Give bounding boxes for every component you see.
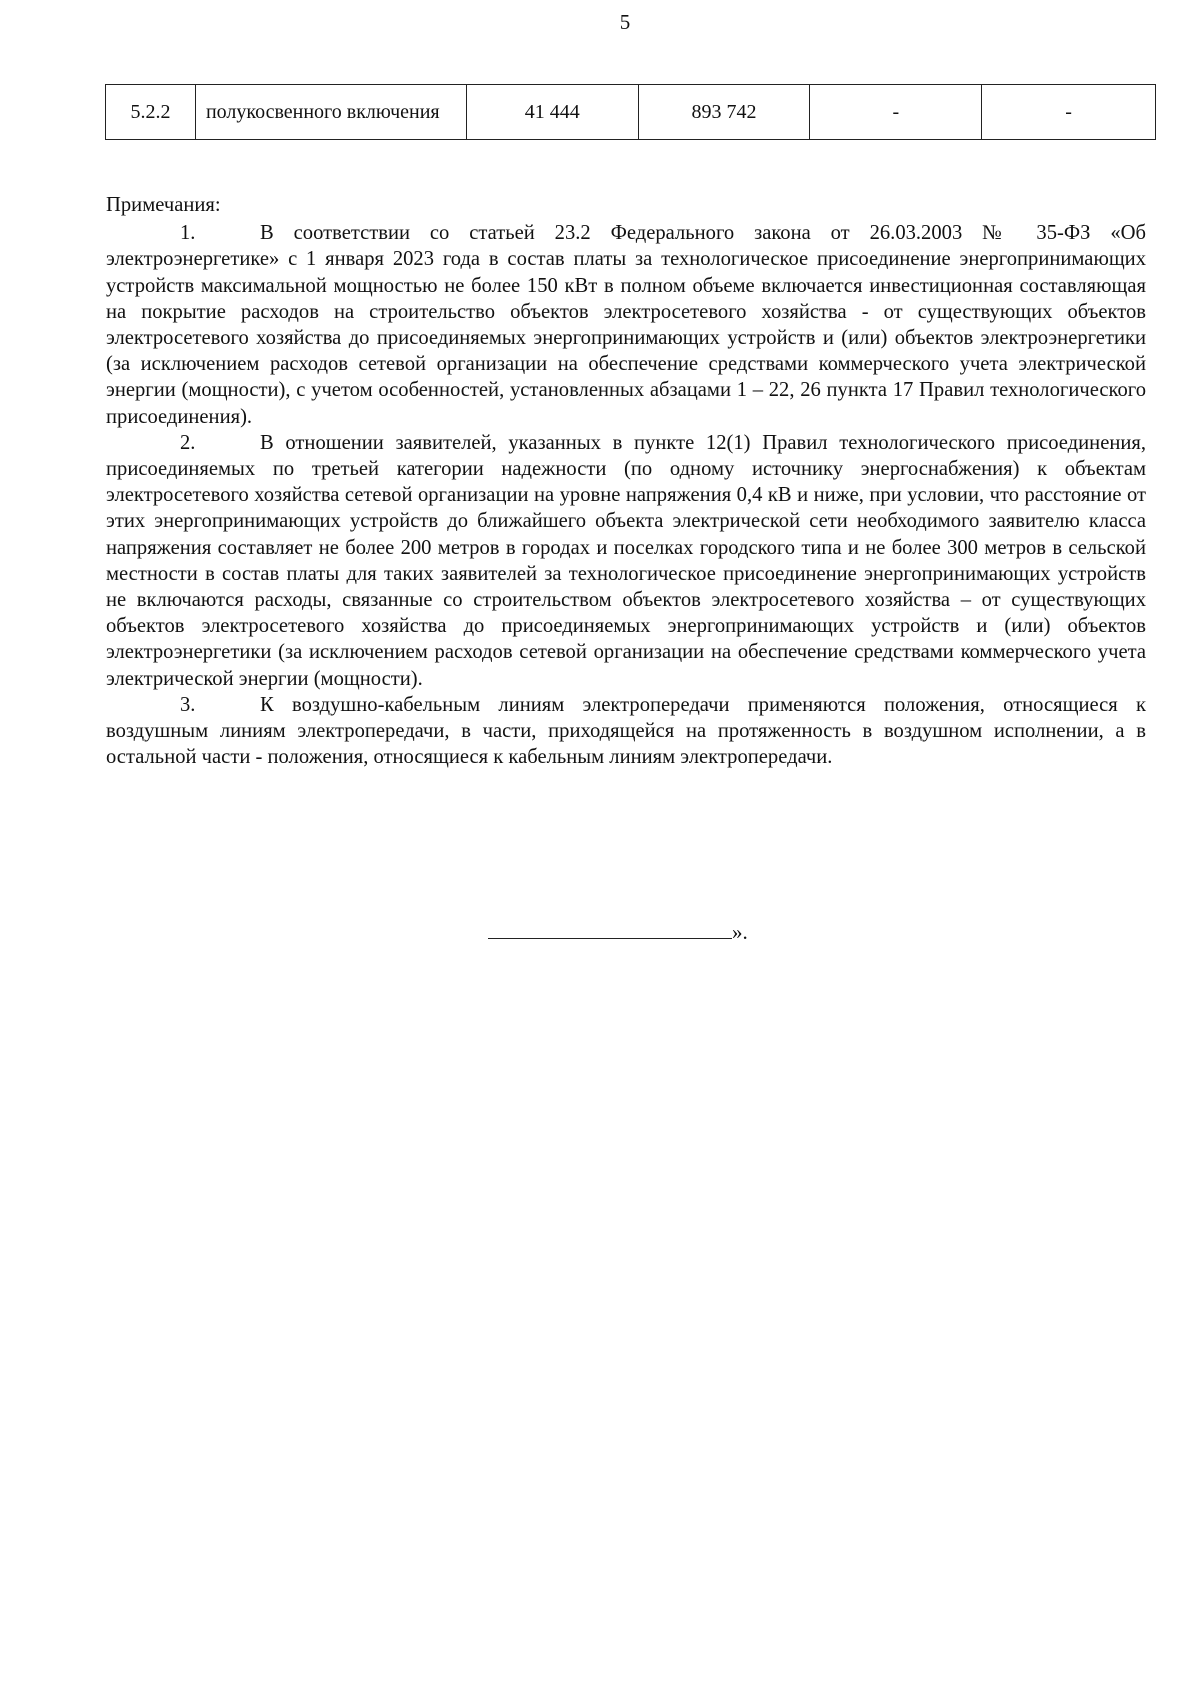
note-text: В соответствии со статьей 23.2 Федерального закона от 26.03.2003 № 35-ФЗ «Об электроэнергетике» с 1 января 2023 года в состав платы за технологическое присоединение энергопринимающих устройств максимальной мощностью не более 150 кВт в полном объеме включается инвестиционная составляющая на покрытие расходов на строительство объектов электросетевого хозяйства - от существующих объектов электросетевого хозяйства до присоединяемых энергопринимающих устройств и (или) объектов электроэнергетики (за исключением расходов сетевой организации на обеспечение средствами коммерческого учета электрической энергии (мощности), с учетом особенностей, установленных абзацами 1 – 22, 26 пункта 17 Правил технологического присоединения).	[106, 222, 1146, 428]
note-number: 1.	[180, 222, 196, 245]
row-value-2: 893 742	[638, 85, 810, 140]
row-value-1: 41 444	[466, 85, 638, 140]
note-text: В отношении заявителей, указанных в пункте 12(1) Правил технологического присоединения, присоединяемых по третьей категории надежности (по одному источнику энергоснабжения) к объектам электросетевого хозяйства сетевой организации на уровне напряжения 0,4 кВ и ниже, при условии, что расстояние от этих энергопринимающих устройств до ближайшего объекта электрической сети необходимого заявителю класса напряжения составляет не более 200 метров в городах и поселках городского типа и не более 300 метров в сельской местности в состав платы для таких заявителей за технологическое присоединение энергопринимающих устройств не включаются расходы, связанные со строительством объектов электросетевого хозяйства – от существующих объектов электросетевого хозяйства до присоединяемых энергопринимающих устройств и (или) объектов электроэнергетики (за исключением расходов сетевой организации на обеспечение средствами коммерческого учета электрической энергии (мощности).	[106, 431, 1146, 690]
row-value-3: -	[810, 85, 982, 140]
rates-table	[105, 84, 1156, 140]
row-code: 5.2.2	[106, 85, 196, 140]
page-number: 5	[619, 10, 631, 34]
notes-title: Примечания:	[106, 194, 221, 216]
note-item	[106, 430, 1146, 692]
note-number: 3.	[180, 693, 196, 716]
note-text: К воздушно-кабельным линиям электропередачи применяются положения, относящиеся к воздушным линиям электропередачи, в части, приходящейся на протяженность в воздушном исполнении, а в остальной части - положения, относящиеся к кабельным линиям электропередачи.	[106, 693, 1146, 769]
notes-section	[106, 192, 1146, 770]
blank-line	[488, 920, 732, 939]
table-row	[106, 85, 1156, 140]
closing-line	[488, 920, 748, 945]
note-item	[106, 220, 1146, 430]
note-item	[106, 692, 1146, 771]
row-value-4: -	[982, 85, 1156, 140]
closing-mark: ».	[732, 920, 748, 944]
note-number: 2.	[180, 431, 196, 454]
row-name: полукосвенного включения	[195, 85, 466, 140]
